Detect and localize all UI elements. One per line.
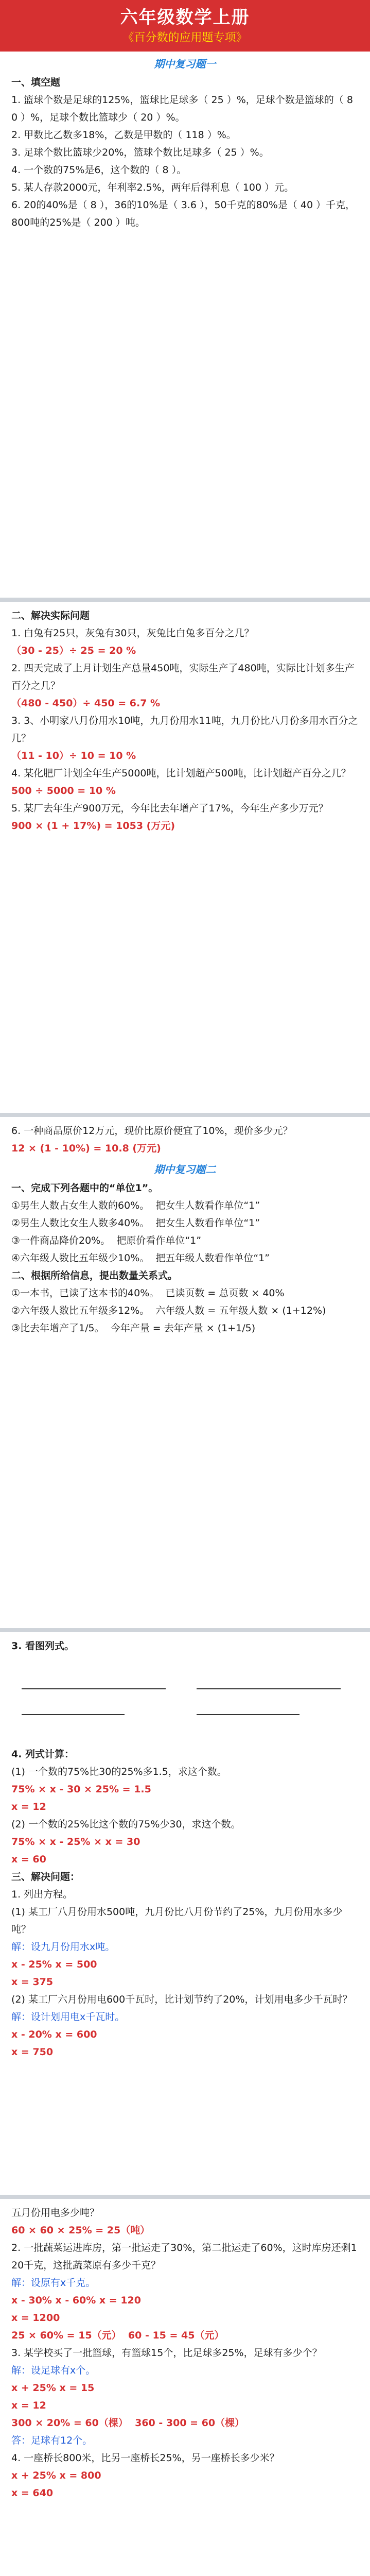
line: 解：设计划用电x千瓦时。 [11,2011,125,2023]
line: ②六年级人数比五年级多12%。 六年级人数 = 五年级人数 × (1+12%) [11,1305,326,1316]
answer: x = 640 [11,2487,54,2499]
answer: x - 30% x - 60% x = 120 [11,2295,141,2306]
figure [11,1658,359,1742]
line: 二、根据所给信息，提出数量关系式。 [11,1270,178,1281]
line: 4. 一座桥长800米，比另一座桥长25%，另一座桥长多少米？ [11,2452,279,2464]
line: ④六年级人数比五年级少10%。 把五年级人数看作单位“1” [11,1252,270,1264]
answer: 500 ÷ 5000 = 10 % [11,785,116,796]
line: 3. 某学校买了一批篮球，有篮球15个，比足球多25%，足球有多少个？ [11,2347,322,2359]
line: 五月份用电多少吨？ [11,2207,100,2218]
line: 6. 一种商品原价12万元，现价比原价便宜了10%，现价多少元？ [11,1125,293,1137]
page-subtitle: 《百分数的应用题专项》 [122,31,248,44]
diagram [11,1658,356,1740]
answer: x - 25% x = 500 [11,1959,97,1970]
section-3 [0,1113,370,1632]
answer: 60 × 60 × 25% = 25（吨） [11,2225,150,2236]
section-5 [0,2195,370,2576]
answer: 75% × x - 30 × 25% = 1.5 [11,1784,151,1795]
line: ③比去年增产了1/5。 今年产量 = 去年产量 × (1+1/5) [11,1323,256,1334]
line: 解：设足球有x个。 [11,2365,96,2376]
line: 1. 列出方程。 [11,1889,73,1900]
line: 1. 篮球个数是足球的125%，篮球比足球多（ 25 ）%，足球个数是篮球的（ 80 ）%，足球个数比篮球少（ 20 ）%。 [11,94,353,123]
line: 4. 某化肥厂计划全年生产5000吨，比计划超产500吨，比计划超产百分之几？ [11,768,351,779]
answer: （480 - 450）÷ 450 = 6.7 % [11,698,161,709]
line: ①一本书，已读了这本书的40%。 已读页数 = 总页数 × 40% [11,1287,285,1299]
line: 5. 某人存款2000元，年利率2.5%，两年后得利息（ 100 ）元。 [11,182,294,193]
answer: 12 × (1 - 10%) = 10.8 (万元) [11,1143,161,1154]
answer: x - 20% x = 600 [11,2029,97,2040]
line: 5. 某厂去年生产900万元，今年比去年增产了17%，今年生产多少万元？ [11,803,328,814]
line: ②男生人数比女生人数多40%。 把女生人数看作单位“1” [11,1217,260,1229]
line: 3. 3、小明家八月份用水10吨，九月份用水11吨，九月份比八月份多用水百分之几？ [11,715,358,744]
answer: x + 25% x = 800 [11,2470,101,2481]
chapter-title: 期中复习题一 [154,58,216,70]
line: 1. 白兔有25只，灰兔有30只，灰兔比白兔多百分之几？ [11,628,254,639]
answer: x + 25% x = 15 [11,2382,95,2394]
answer: x = 12 [11,1801,46,1812]
line: ①男生人数占女生人数的60%。 把女生人数看作单位“1” [11,1200,260,1211]
line: 3. 看图列式。 [11,1640,75,1652]
section-4 [0,1628,370,2199]
line: 一、填空题 [11,77,61,88]
line: 2. 一批蔬菜运进库房，第一批运走了30%，第二批运走了60%，这时库房还剩120千克，这批蔬菜原有多少千克？ [11,2242,357,2271]
line: ③一件商品降价20%。 把原价看作单位“1” [11,1235,202,1246]
answer: x = 1200 [11,2312,60,2324]
answer: x = 60 [11,1854,46,1865]
chapter-title: 期中复习题二 [154,1163,216,1176]
line: (1) 一个数的75%比30的25%多1.5，求这个数。 [11,1766,227,1777]
page-title: 六年级数学上册 [120,7,250,28]
line: 答：足球有12个。 [11,2435,93,2446]
answer: （11 - 10）÷ 10 = 10 % [11,750,136,761]
answer: 25 × 60% = 15（元） 60 - 15 = 45（元） [11,2330,224,2341]
line: (1) 某工厂八月份用水500吨，九月份比八月份节约了25%，九月份用水多少吨？ [11,1906,343,1935]
line: (2) 一个数的25%比这个数的75%少30，求这个数。 [11,1819,241,1830]
line: 二、解决实际问题 [11,610,90,621]
section-2 [0,598,370,1117]
line: (2) 某工厂六月份用电600千瓦时，比计划节约了20%，计划用电多少千瓦时？ [11,1994,353,2005]
answer: （30 - 25）÷ 25 = 20 % [11,645,136,656]
answer: x = 12 [11,2400,46,2411]
answer: 300 × 20% = 60（棵） 360 - 300 = 60（棵） [11,2417,245,2429]
line: 三、解决问题： [11,1871,80,1883]
line: 4. 一个数的75%是6，这个数的（ 8 ）。 [11,164,187,176]
answer: x = 375 [11,1976,54,1988]
answer: x = 750 [11,2046,54,2058]
line: 4. 列式计算： [11,1749,75,1760]
section-1 [0,52,370,598]
title-banner [0,0,370,52]
answer: 75% × x - 25% × x = 30 [11,1836,140,1848]
line: 3. 足球个数比篮球少20%，篮球个数比足球多（ 25 ）%。 [11,147,269,158]
line: 解：设九月份用水x吨。 [11,1941,115,1953]
line: 一、完成下列各题中的“单位1”。 [11,1182,158,1194]
line: 2. 甲数比乙数多18%，乙数是甲数的（ 118 ）%。 [11,129,236,141]
line: 解：设原有x千克。 [11,2277,96,2289]
answer: 900 × (1 + 17%) = 1053 (万元) [11,820,175,832]
line: 6. 20的40%是（ 8 ），36的10%是（ 3.6 ），50千克的80%是（ 40 ）千克，800吨的25%是（ 200 ）吨。 [11,199,356,228]
line: 2. 四天完成了上月计划生产总量450吨，实际生产了480吨，实际比计划多生产百分之几？ [11,663,355,691]
